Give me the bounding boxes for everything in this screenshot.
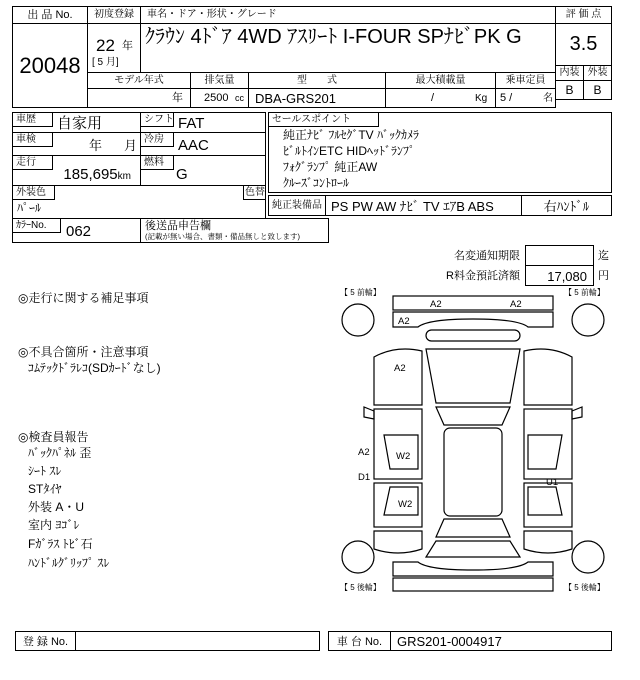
defects-heading: ◎不具合箇所・注意事項 xyxy=(18,345,149,359)
model-code-label-cell xyxy=(248,72,386,89)
chassis-number-label: 車 台 No. xyxy=(336,636,383,648)
fuel-cell xyxy=(140,155,266,186)
max-load-unit: Kg xyxy=(475,93,488,104)
score-label: 評 価 点 xyxy=(565,9,602,20)
displacement-label: 排気量 xyxy=(204,74,235,86)
fuel-value: G xyxy=(176,166,188,183)
left-front-fender xyxy=(374,349,422,405)
sales-point-line: ﾌｫｸﾞﾗﾝﾌﾟ 純正AW xyxy=(283,160,378,174)
inspector-line: 室内 ﾖｺﾞﾚ xyxy=(28,518,80,532)
rear-bumper-upper xyxy=(393,562,553,576)
inspection-cell xyxy=(12,132,141,156)
lot-number-label: 出 品 No. xyxy=(27,8,73,21)
tire-label-front-right: 【 5 前輪】 xyxy=(564,288,605,297)
interior-grade-cell xyxy=(555,80,584,100)
steering-value: 右ﾊﾝﾄﾞﾙ xyxy=(543,199,590,214)
name-change-deadline-unit: 迄 xyxy=(598,250,609,262)
first-registration-year-unit: 年 xyxy=(122,40,133,52)
inspector-line: 外装 A・U xyxy=(28,500,85,514)
ac-cell xyxy=(140,132,266,156)
mileage-value-group xyxy=(63,167,131,182)
damage-mark: A2 xyxy=(430,299,442,310)
tire-label-rear-right: 【 5 後輪】 xyxy=(564,583,605,592)
mileage-notes-heading: ◎走行に関する補足事項 xyxy=(18,291,149,305)
exterior-color-label: 外装色 xyxy=(13,186,55,200)
car-damage-diagram xyxy=(338,287,612,603)
rear-right-tire xyxy=(572,541,604,573)
inspection-year-unit: 年 xyxy=(89,138,103,153)
usage-value: 自家用 xyxy=(57,115,103,132)
hood xyxy=(426,349,520,403)
score-value: 3.5 xyxy=(569,33,598,55)
mileage-value: 185,695 xyxy=(63,166,118,183)
inspector-line: ﾊﾞｯｸﾊﾟﾈﾙ 歪 xyxy=(28,446,92,460)
sales-point-line: 純正ﾅﾋﾞ ﾌﾙｾｸﾞTV ﾊﾞｯｸｶﾒﾗ xyxy=(283,128,420,142)
recycle-fee-unit: 円 xyxy=(598,270,609,282)
recycle-fee-box xyxy=(525,265,594,286)
displacement-cell xyxy=(190,88,249,108)
chassis-number-label-cell xyxy=(328,631,391,651)
front-right-tire xyxy=(572,304,604,336)
sales-points-box xyxy=(268,112,612,193)
first-registration-year: 22 xyxy=(96,36,115,55)
chassis-number: GRS201-0004917 xyxy=(397,634,502,649)
first-registration-label-cell xyxy=(87,6,141,24)
exterior-grade-cell xyxy=(583,80,612,100)
mileage-cell xyxy=(12,155,141,186)
shift-value: FAT xyxy=(178,115,205,132)
damage-mark: D1 xyxy=(358,472,371,483)
interior-label: 内装 xyxy=(559,67,580,78)
capacity-unit: 名 xyxy=(543,93,553,104)
ac-label: 冷房 xyxy=(141,133,174,147)
inspector-line: Fｶﾞﾗｽ ﾄﾋﾞ石 xyxy=(28,537,93,551)
chassis-number-cell xyxy=(390,631,612,651)
equipment-value-cell xyxy=(325,195,522,216)
score-label-cell xyxy=(555,6,612,24)
sales-points-label: セールスポイント xyxy=(269,113,379,127)
damage-mark: W2 xyxy=(398,499,413,510)
mileage-unit: km xyxy=(117,171,131,182)
exterior-label-cell xyxy=(583,65,612,81)
car-name-label-cell xyxy=(140,6,556,24)
first-registration-cell xyxy=(87,23,141,73)
deferred-items-label: 後送品申告欄 xyxy=(145,220,211,232)
ac-value: AAC xyxy=(178,137,209,154)
registration-number-label: 登 録 No. xyxy=(22,636,69,648)
tire-label-rear-left: 【 5 後輪】 xyxy=(340,583,381,592)
lot-number-label-cell xyxy=(12,6,88,24)
first-registration-month: [ 5 月] xyxy=(92,57,119,68)
name-change-deadline-label: 名変通知期限 xyxy=(454,250,520,262)
model-year-unit: 年 xyxy=(172,92,183,104)
max-load-label-cell xyxy=(385,72,496,89)
capacity-label-cell xyxy=(495,72,556,89)
model-code-label: 型 式 xyxy=(297,74,337,86)
exterior-grade: B xyxy=(593,83,602,97)
damage-mark: U1 xyxy=(546,477,559,488)
displacement-label-cell xyxy=(190,72,249,89)
equipment-label: 純正装備品 xyxy=(272,199,322,211)
damage-mark: A2 xyxy=(398,316,410,327)
shift-cell xyxy=(140,112,266,133)
registration-number-box xyxy=(75,631,320,651)
shift-label: シフト xyxy=(141,113,174,127)
max-load-label: 最大積載量 xyxy=(415,74,466,86)
damage-mark: A2 xyxy=(358,447,370,458)
model-code-cell xyxy=(248,88,386,108)
interior-grade: B xyxy=(565,83,574,97)
windshield xyxy=(436,407,510,425)
displacement-value: 2500 xyxy=(204,92,229,104)
deferred-items-note: (記載が無い場合、書類・備品無しと致します) xyxy=(145,232,300,241)
max-load-separator: / xyxy=(431,92,435,104)
left-mirror xyxy=(364,407,374,419)
exterior-label: 外装 xyxy=(587,67,608,78)
interior-label-cell xyxy=(555,65,584,81)
sales-point-line: ﾋﾞﾙﾄｲﾝETC HIDﾍｯﾄﾞﾗﾝﾌﾟ xyxy=(283,144,416,158)
rear-bumper-lower xyxy=(393,578,553,591)
exterior-color-value: ﾊﾟｰﾙ xyxy=(17,201,42,215)
inspection-label: 車検 xyxy=(13,133,53,147)
tire-label-front-left: 【 5 前輪】 xyxy=(340,288,381,297)
usage-cell xyxy=(12,112,141,133)
damage-mark: W2 xyxy=(396,451,411,462)
recycle-fee-label: R料金預託済額 xyxy=(446,270,520,282)
roof xyxy=(444,428,502,516)
right-rear-fender xyxy=(524,531,572,553)
right-front-fender xyxy=(524,349,572,405)
defect-line: ｺﾑﾃｯｸﾄﾞﾗﾚｺ(SDｶｰﾄﾞなし) xyxy=(28,361,161,375)
steering-cell xyxy=(521,195,612,216)
rear-glass xyxy=(436,519,510,537)
model-code: DBA-GRS201 xyxy=(255,91,336,106)
equipment-value: PS PW AW ﾅﾋﾞ TV ｴｱB ABS xyxy=(331,199,494,214)
registration-number-label-cell xyxy=(15,631,76,651)
color-code-cell xyxy=(12,218,141,243)
capacity-label: 乗車定員 xyxy=(505,74,546,86)
equipment-label-cell xyxy=(268,195,326,216)
right-rear-door xyxy=(524,483,572,527)
trunk xyxy=(426,541,520,557)
damage-mark: A2 xyxy=(394,363,406,374)
displacement-unit: cc xyxy=(235,93,244,103)
capacity-cell xyxy=(495,88,556,108)
deferred-items-cell xyxy=(140,218,329,243)
rear-left-tire xyxy=(342,541,374,573)
recycle-fee-value: 17,080 xyxy=(547,269,587,284)
right-mirror xyxy=(572,407,582,419)
left-rear-fender xyxy=(374,531,422,553)
first-registration-label: 初度登録 xyxy=(94,9,134,20)
color-change-label: 色替 xyxy=(245,187,265,198)
capacity-value: 5 / xyxy=(500,92,513,104)
front-grille xyxy=(426,330,520,341)
name-change-deadline-box xyxy=(525,245,594,266)
mileage-label: 走行 xyxy=(13,156,53,170)
inspector-report-heading: ◎検査員報告 xyxy=(18,430,89,444)
front-bumper-lower xyxy=(393,312,553,327)
car-name-label: 車名・ドア・形状・グレード xyxy=(147,9,277,20)
model-year-label-cell xyxy=(87,72,191,89)
front-left-tire xyxy=(342,304,374,336)
exterior-color-cell xyxy=(12,185,266,219)
model-year-cell xyxy=(87,88,191,108)
lot-number-cell xyxy=(12,23,88,108)
right-front-window xyxy=(528,435,562,469)
right-rear-window xyxy=(528,487,562,515)
model-year-label: モデル年式 xyxy=(114,74,164,86)
sales-point-line: ｸﾙｰｽﾞｺﾝﾄﾛｰﾙ xyxy=(283,176,350,190)
damage-mark: A2 xyxy=(510,299,522,310)
car-name-cell xyxy=(140,23,556,73)
color-code-label: ｶﾗｰNo. xyxy=(13,219,61,233)
color-code-value: 062 xyxy=(66,223,92,240)
front-bumper-upper xyxy=(393,296,553,310)
fuel-label: 燃料 xyxy=(141,156,174,170)
lot-number: 20048 xyxy=(19,52,81,78)
score-cell xyxy=(555,23,612,66)
car-name: ｸﾗｳﾝ 4ﾄﾞｱ 4WD ｱｽﾘｰﾄ I-FOUR SPﾅﾋﾞPK G xyxy=(145,26,522,48)
max-load-cell xyxy=(385,88,496,108)
usage-label: 車歴 xyxy=(13,113,53,127)
inspector-line: ｼｰﾄ ｽﾚ xyxy=(28,464,62,478)
inspector-line: STﾀｲﾔ xyxy=(28,482,62,496)
inspector-line: ﾊﾝﾄﾞﾙｸﾞﾘｯﾌﾟ ｽﾚ xyxy=(28,556,110,570)
inspection-month-unit: 月 xyxy=(124,138,138,153)
